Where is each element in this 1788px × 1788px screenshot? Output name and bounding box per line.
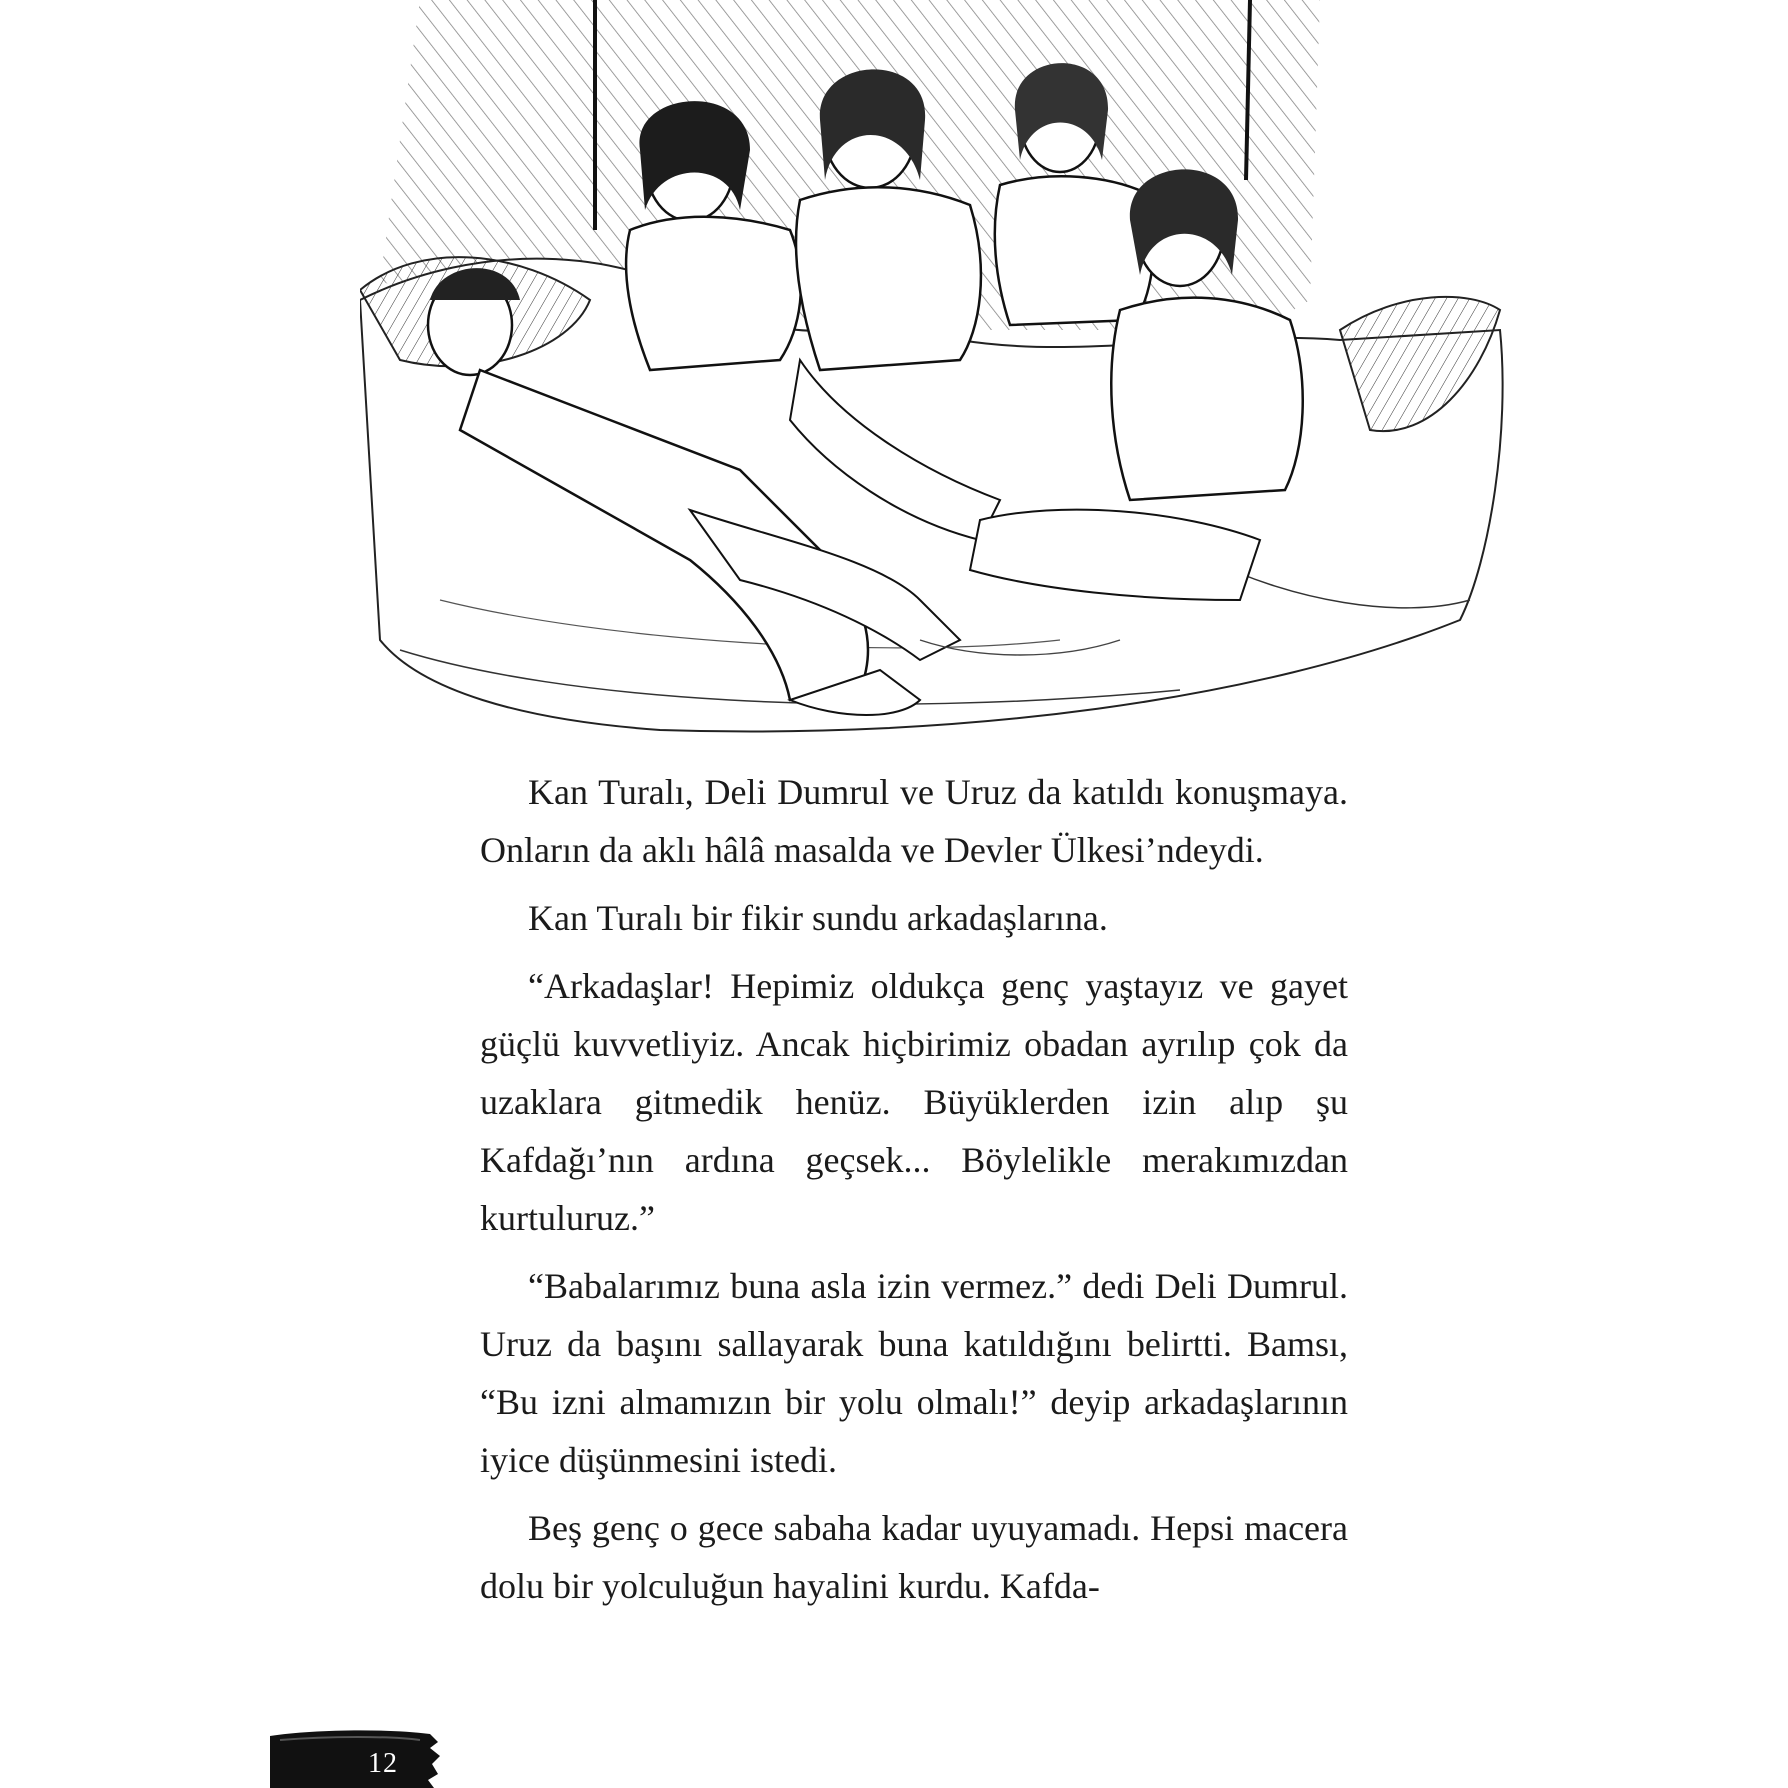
paragraph-3: “Arkadaşlar! Hepimiz oldukça genç yaştayız ve gayet güçlü kuvvetliyiz. Ancak hiçbirimiz obadan ayrılıp çok da uzaklara gitmedik henüz. Büyüklerden izin alıp şu Kafdağı’nın ardına geçsek... Böylelikle merakımızdan kurtuluruz.” — [480, 966, 1348, 1238]
illustration-five-youths — [360, 0, 1510, 760]
paragraph-2: Kan Turalı bir fikir sundu arkadaşlarına. — [528, 898, 1108, 938]
paragraph-5: Beş genç o gece sabaha kadar uyuyamadı. Hepsi macera dolu bir yolculuğun hayalini kurdu. Kafda- — [480, 1508, 1348, 1606]
paragraph-1: Kan Turalı, Deli Dumrul ve Uruz da katıldı konuşmaya. Onların da aklı hâlâ masalda ve Devler Ülkesi’ndeydi. — [480, 772, 1348, 870]
sketch-drawing — [360, 0, 1510, 760]
body-text — [480, 763, 1348, 1625]
page-number-badge — [270, 1728, 440, 1788]
page-number: 12 — [368, 1748, 398, 1779]
paragraph-4: “Babalarımız buna asla izin vermez.” dedi Deli Dumrul. Uruz da başını sallayarak buna katıldığını belirtti. Bamsı, “Bu izni almamızın bir yolu olmalı!” deyip arkadaşlarının iyice düşünmesini istedi. — [480, 1266, 1348, 1480]
brush-stroke-shape — [270, 1728, 440, 1788]
